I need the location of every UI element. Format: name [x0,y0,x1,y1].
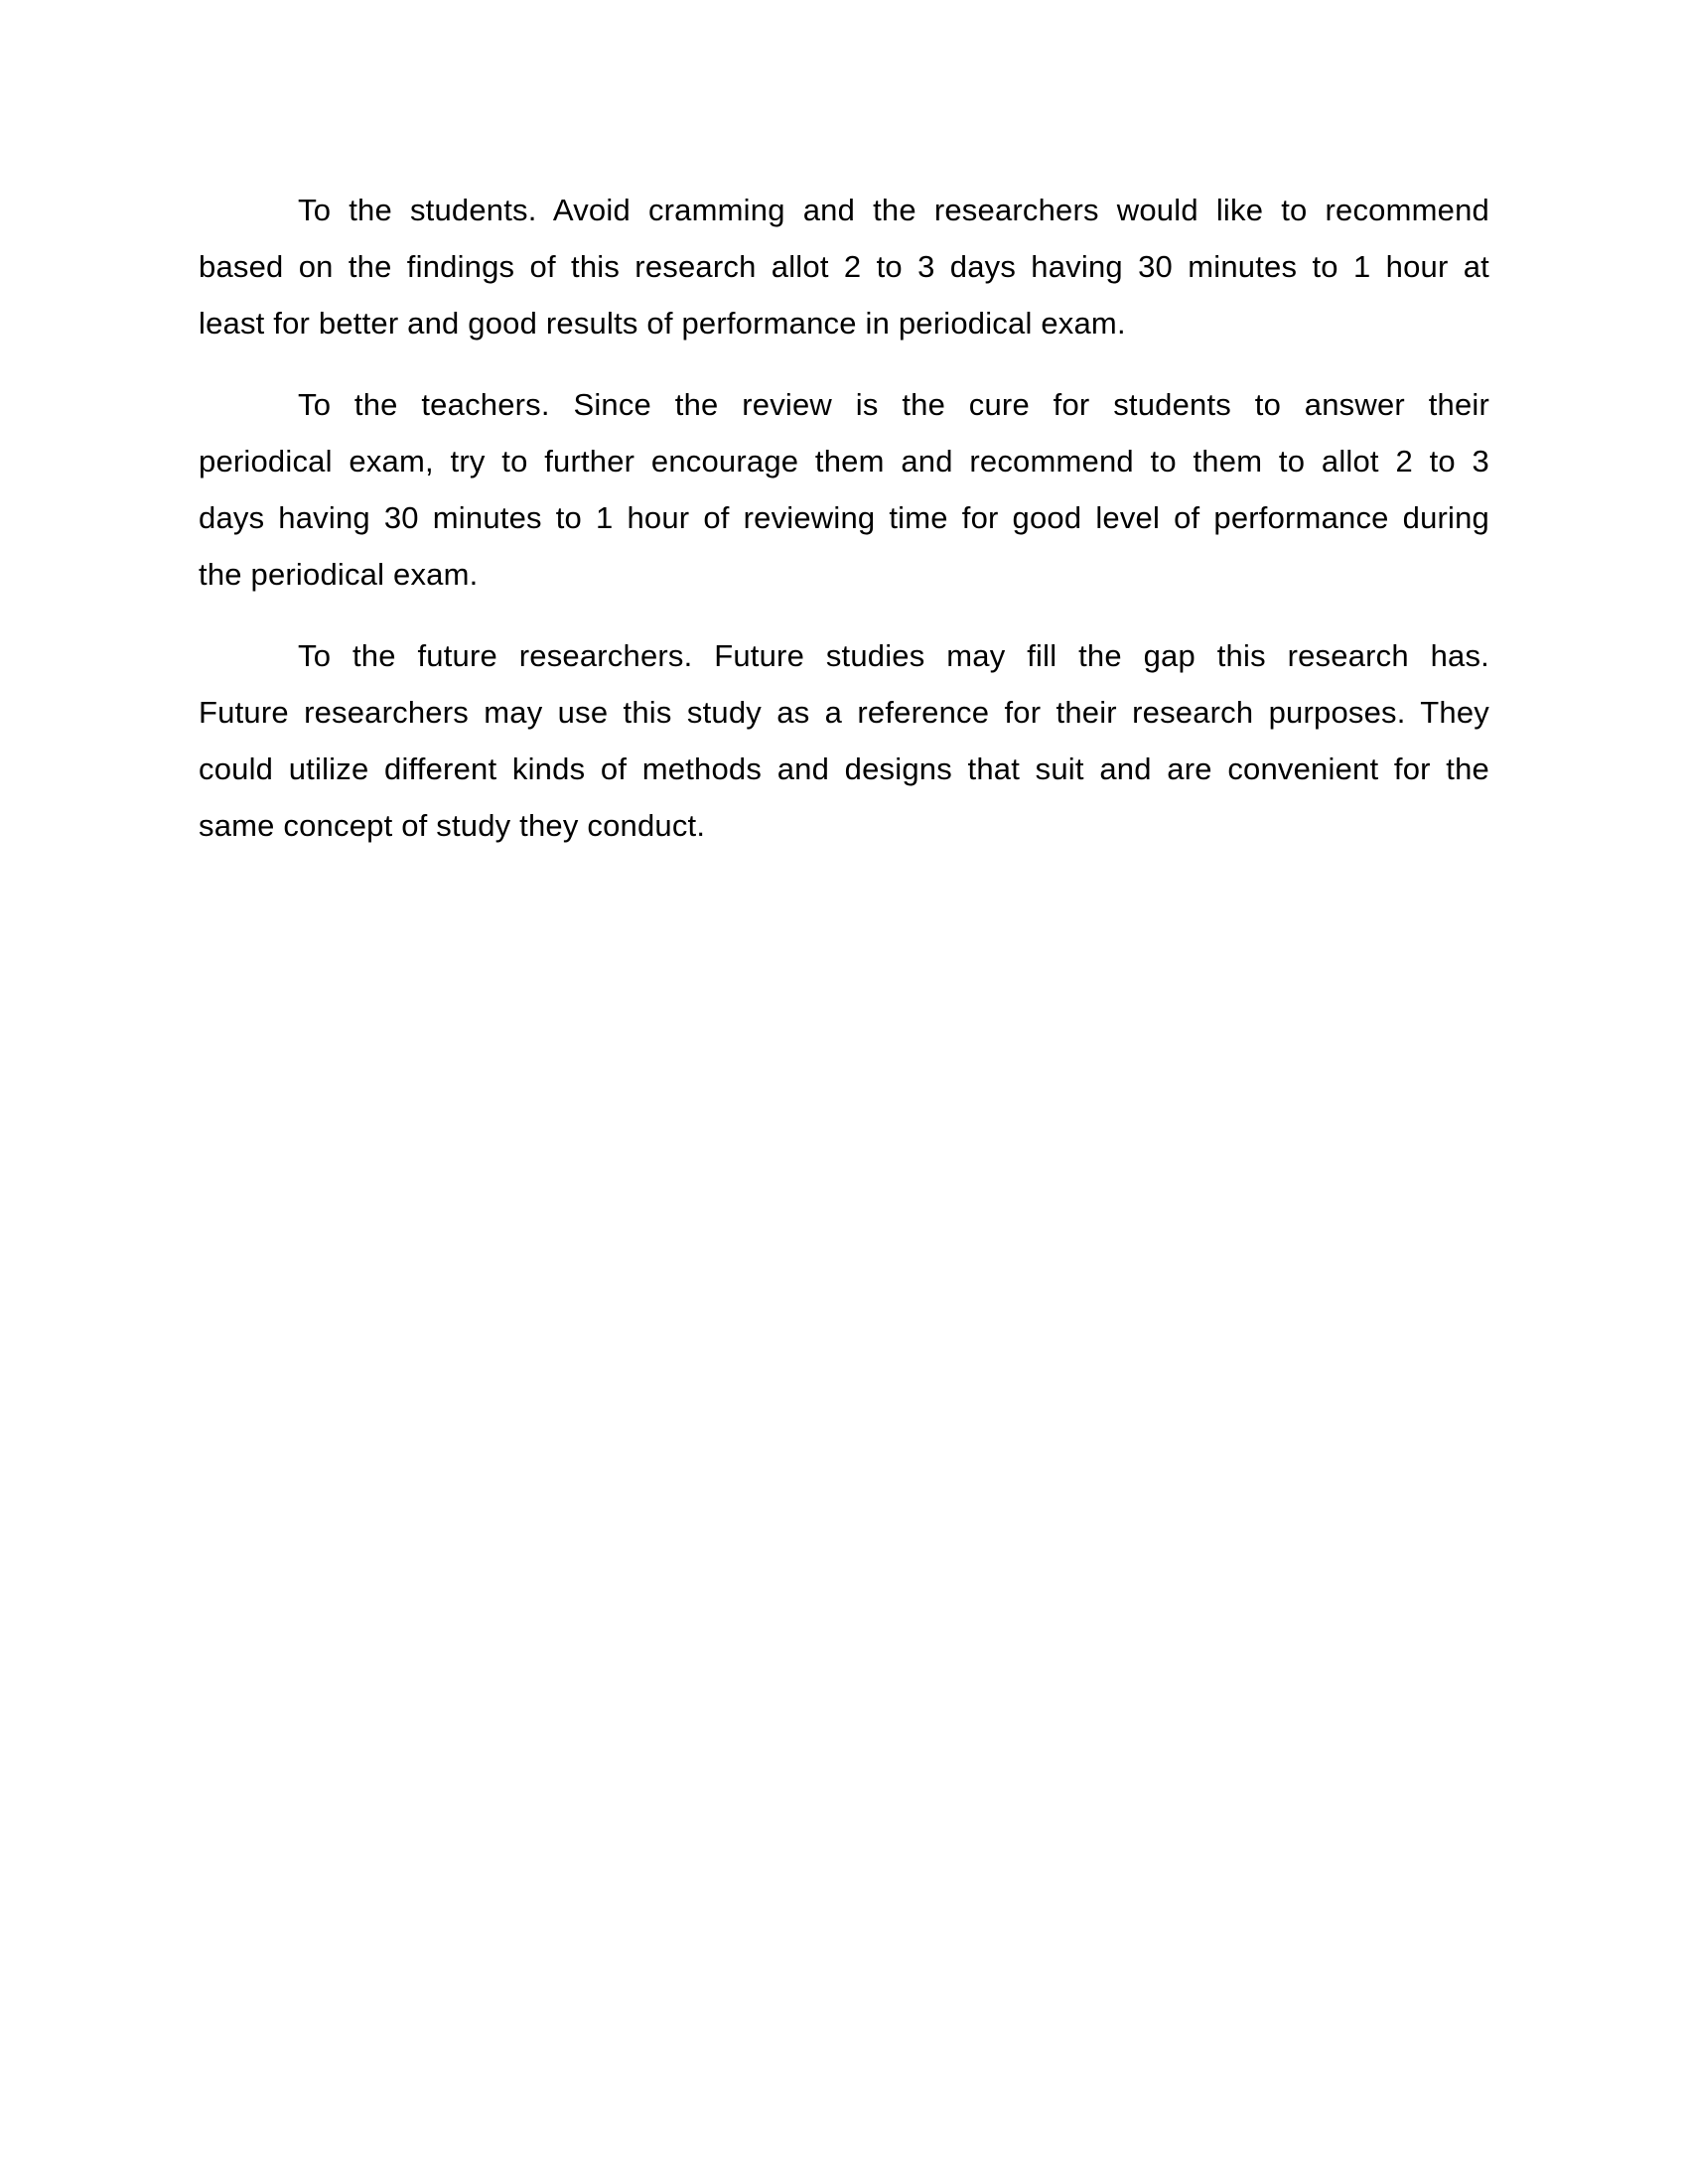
paragraph-line: based on the findings of this research allot 2 to 3 days having 30 minutes to 1 hour at [199,249,1489,284]
paragraph-line: least for better and good results of performance in periodical exam. [199,306,1126,341]
paragraph-recommendation-students [199,182,1489,351]
paragraph-line: To the future researchers. Future studies may fill the gap this research has. [298,638,1489,673]
paragraph-line: could utilize different kinds of methods and designs that suit and are convenient for the [199,751,1489,786]
paragraph-recommendation-teachers [199,376,1489,603]
paragraph-line: same concept of study they conduct. [199,808,706,843]
paragraph-line: To the students. Avoid cramming and the researchers would like to recommend [298,193,1489,227]
paragraph-line: days having 30 minutes to 1 hour of reviewing time for good level of performance during [199,500,1489,535]
document-text-block [199,182,1489,879]
paragraph-line: periodical exam, try to further encourage them and recommend to them to allot 2 to 3 [199,444,1489,478]
paragraph-line: To the teachers. Since the review is the cure for students to answer their [298,387,1489,422]
paragraph-recommendation-future-researchers [199,627,1489,854]
paragraph-line: Future researchers may use this study as a reference for their research purposes. They [199,695,1489,730]
paragraph-line: the periodical exam. [199,557,479,592]
